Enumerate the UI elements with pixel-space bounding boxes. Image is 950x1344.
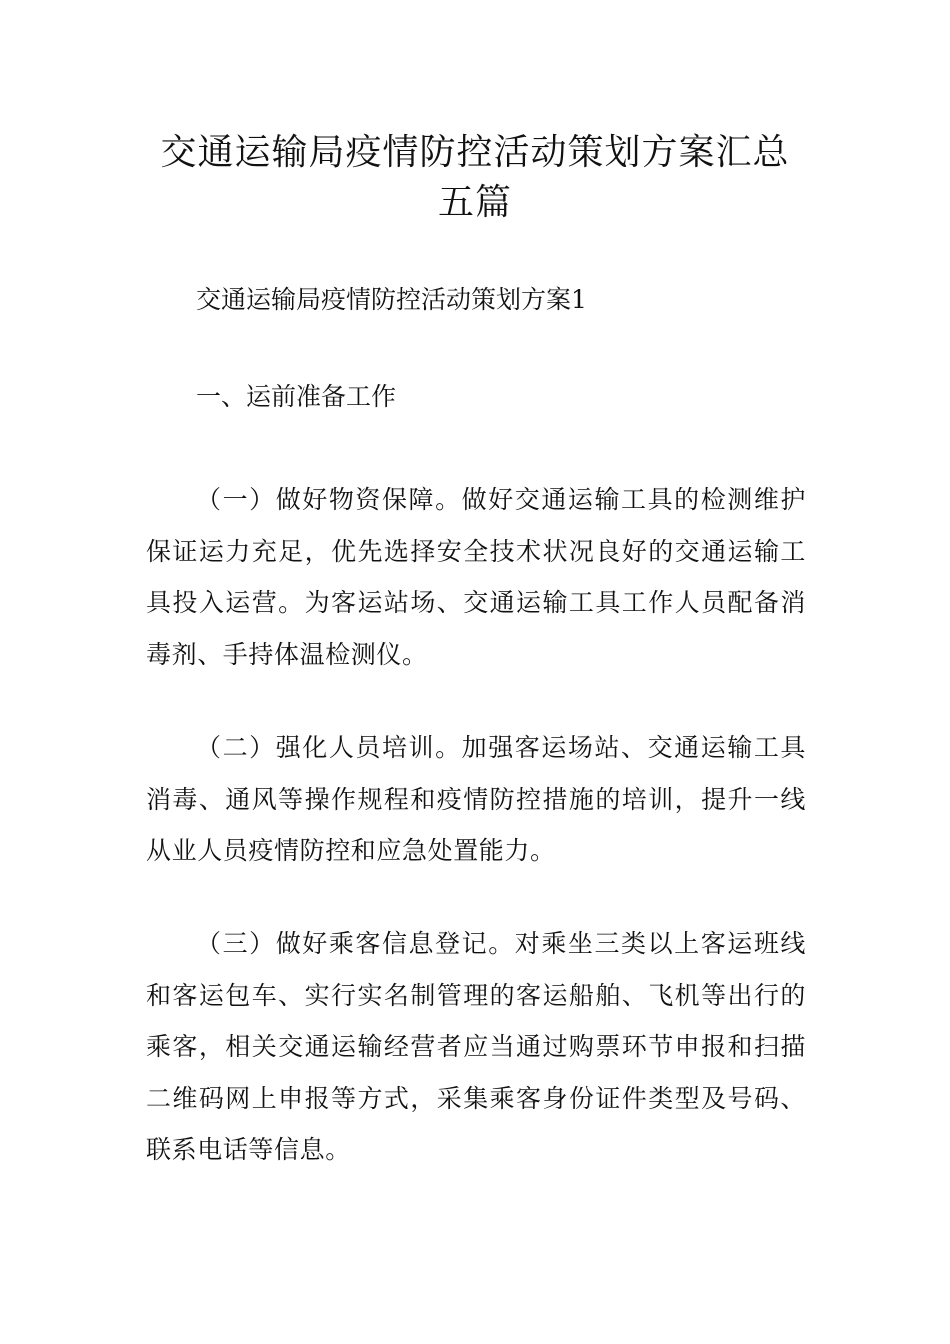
document-subtitle: 交通运输局疫情防控活动策划方案1	[196, 285, 587, 314]
section-heading: 一、运前准备工作	[196, 382, 397, 411]
paragraph-training: （二）强化人员培训。加强客运场站、交通运输工具消毒、通风等操作规程和疫情防控措施的培训，提升一线从业人员疫情防控和应急处置能力。	[146, 733, 806, 865]
paragraph-registration: （三）做好乘客信息登记。对乘坐三类以上客运班线和客运包车、实行实名制管理的客运船舶、飞机等出行的乘客，相关交通运输经营者应当通过购票环节申报和扫描二维码网上申报等方式，采集乘客身份证件类型及号码、联系电话等信息。	[146, 929, 806, 1164]
document-title: 交通运输局疫情防控活动策划方案汇总五篇	[160, 132, 790, 223]
paragraph-supplies: （一）做好物资保障。做好交通运输工具的检测维护保证运力充足，优先选择安全技术状况良好的交通运输工具投入运营。为客运站场、交通运输工具工作人员配备消毒剂、手持体温检测仪。	[146, 485, 806, 669]
